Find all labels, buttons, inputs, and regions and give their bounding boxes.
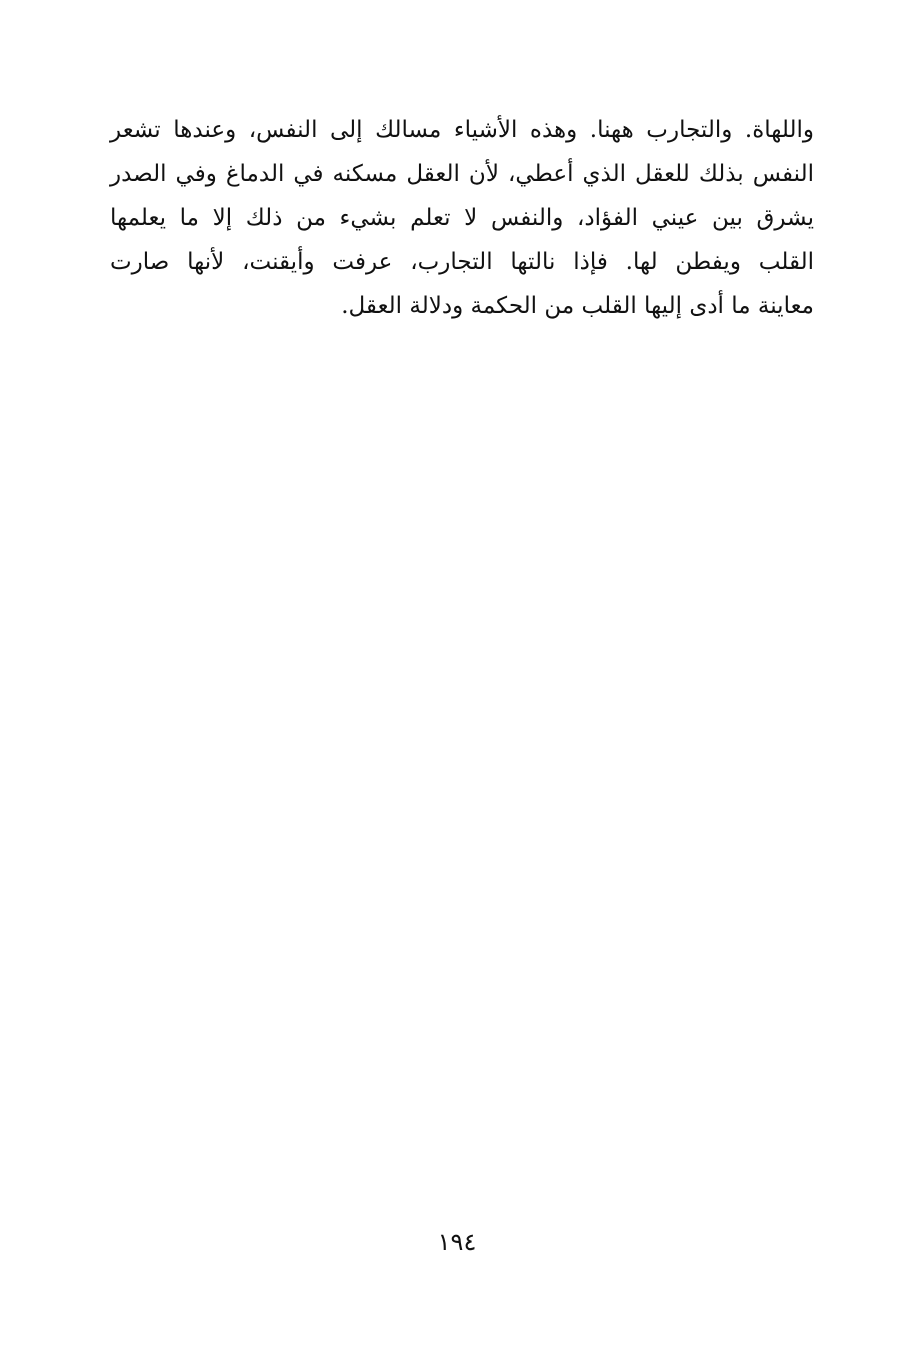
paragraph-line-2: النفس بذلك للعقل الذي أعطي، لأن العقل مسكنه في الدماغ وفي الصدر bbox=[110, 161, 814, 187]
paragraph-line-1: واللهاة. والتجارب ههنا. وهذه الأشياء مسالك إلى النفس، وعندها تشعر bbox=[110, 117, 814, 143]
body-paragraph bbox=[110, 108, 814, 328]
paragraph-line-5: معاينة ما أدى إليها القلب من الحكمة ودلالة العقل. bbox=[341, 293, 814, 319]
page-number: ١٩٤ bbox=[437, 1228, 477, 1256]
paragraph-line-3: يشرق بين عيني الفؤاد، والنفس لا تعلم بشيء من ذلك إلا ما يعلمها bbox=[110, 205, 814, 231]
paragraph-line-4: القلب ويفطن لها. فإذا نالتها التجارب، عرفت وأيقنت، لأنها صارت bbox=[110, 249, 814, 275]
